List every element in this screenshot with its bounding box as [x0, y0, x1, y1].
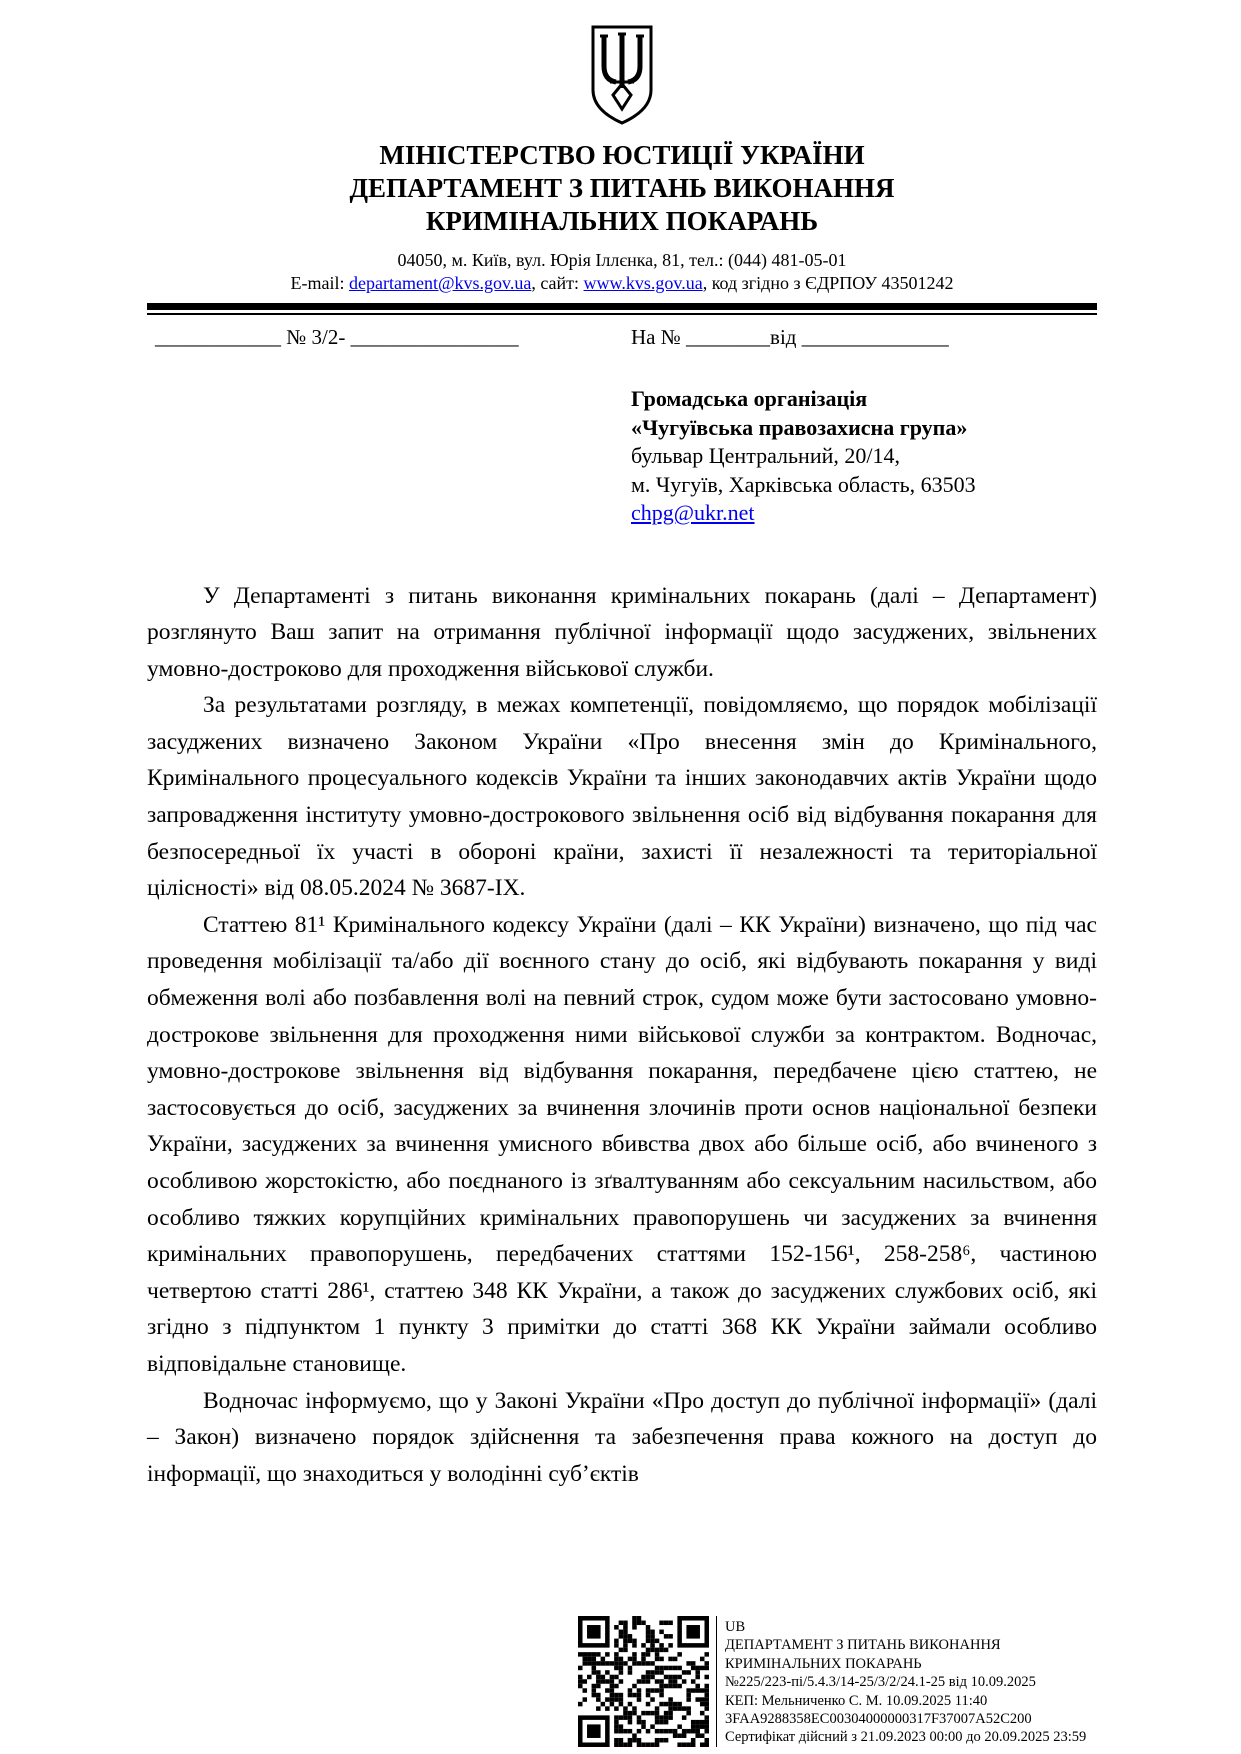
recipient-block [631, 385, 1097, 528]
recipient-email-link[interactable]: chpg@ukr.net [631, 500, 755, 525]
recipient-org-name: «Чугуївська правозахисна група» [631, 414, 968, 440]
site-label: , сайт: [531, 273, 584, 293]
vid-label: від [770, 325, 797, 349]
outgoing-number-line [155, 325, 519, 350]
body-paragraph: Статтею 81¹ Кримінального кодексу України (далі – КК України) визначено, що під час проведення мобілізації та/або дії воєнного стану до осіб, які відбувають покарання у виді обмеження волі або позбавлення волі на певний строк, судом може бути застосовано умовно-дострокове звільнення для проходження ними військової служби за контрактом. Водночас, умовно-дострокове звільнення від відбування покарання, передбачене цією статтею, не застосовується до осіб, засуджених за вчинення злочинів проти основ національної безпеки України, засуджених за вчинення умисного вбивства двох або більше осіб, або вчиненого з особливою жорстокістю, або поєднаного із зґвалтуванням або сексуальним насильством, або особливо тяжких корупційних кримінальних правопорушень чи засуджених за вчинення кримінальних правопорушень, передбачених статтями 152-156¹, 258-258⁶, частиною четвертою статті 286¹, статтею 348 КК України, а також до засуджених службових осіб, які згідно з підпунктом 1 пункту 3 примітки до статті 368 КК України займали особливо відповідальне становище. [147, 911, 1097, 1377]
recipient-city: м. Чугуїв, Харківська область, 63503 [631, 471, 976, 497]
stamp-line: ДЕПАРТАМЕНТ З ПИТАНЬ ВИКОНАННЯ [725, 1637, 1001, 1654]
letter-body [147, 578, 1097, 1493]
department-title-line2: КРИМІНАЛЬНИХ ПОКАРАНЬ [425, 206, 819, 236]
signature-stamp [578, 1616, 1086, 1747]
ukraine-trident-emblem [147, 24, 1097, 132]
outgoing-number-blank: ________________ [350, 325, 519, 349]
edrpou-label: , код згідно з ЄДРПОУ 43501242 [702, 273, 954, 293]
address-line: 04050, м. Київ, вул. Юрія Іллєнка, 81, тел.: (044) 481-05-01 [397, 250, 847, 270]
qr-code [578, 1616, 709, 1747]
stamp-line: UB [725, 1619, 746, 1635]
outgoing-date-blank: ____________ [155, 325, 281, 349]
contacts-line [147, 272, 1097, 295]
stamp-line: Сертифікат дійсний з 21.09.2023 00:00 до 20.09.2025 23:59 [725, 1729, 1087, 1746]
stamp-line: 3FAA9288358EC00304000000317F37007A52C200 [725, 1711, 1032, 1728]
stamp-divider [716, 1616, 717, 1747]
stamp-line: КРИМІНАЛЬНИХ ПОКАРАНЬ [725, 1655, 922, 1672]
stamp-line: КЕП: Мельниченко С. М. 10.09.2025 11:40 [725, 1692, 988, 1709]
stamp-line: №225/223-пі/5.4.3/14-25/3/2/24.1-25 від 10.09.2025 [725, 1674, 1036, 1691]
recipient-street: бульвар Центральний, 20/14, [631, 443, 900, 468]
reference-line [147, 315, 1097, 361]
email-link[interactable]: departament@kvs.gov.ua [348, 273, 532, 293]
incoming-date-blank: ______________ [801, 325, 949, 349]
header-divider [147, 303, 1097, 315]
email-label: E-mail: [290, 273, 349, 293]
ministry-title: МІНІСТЕРСТВО ЮСТИЦІЇ УКРАЇНИ [379, 140, 865, 170]
department-title-line1: ДЕПАРТАМЕНТ З ПИТАНЬ ВИКОНАННЯ [349, 173, 895, 203]
divider-thick-line [147, 303, 1097, 310]
incoming-number-blank: ________ [686, 325, 771, 349]
site-link[interactable]: www.kvs.gov.ua [583, 273, 703, 293]
letterhead [147, 24, 1097, 315]
body-paragraph: Водночас інформуємо, що у Законі України «Про доступ до публічної інформації» (далі – Закон) визначено порядок здійснення та забезпечення права кожного на доступ до інформації, що знаходиться у володінні суб’єктів [147, 1387, 1097, 1487]
stamp-text-block [725, 1616, 1086, 1747]
body-paragraph: У Департаменті з питань виконання кримінальних покарань (далі – Департамент) розглянуто Ваш запит на отримання публічної інформації щодо засуджених, звільнених умовно-достроково для проходження військової служби. [147, 582, 1097, 682]
outgoing-number-label: № 3/2- [286, 325, 346, 349]
body-paragraph: За результатами розгляду, в межах компетенції, повідомляємо, що порядок мобілізації засуджених визначено Законом України «Про внесення змін до Кримінального, Кримінального процесуального кодексів України та інших законодавчих актів України щодо запровадження інституту умовно-дострокового звільнення осіб від відбування покарання для безпосередньої їх участі в обороні країни, захисті її незалежності та територіальної цілісності» від 08.05.2024 № 3687-IX. [147, 692, 1097, 902]
na-label: На № [631, 325, 681, 349]
recipient-org-type: Громадська організація [631, 386, 868, 411]
incoming-number-line [631, 325, 949, 350]
